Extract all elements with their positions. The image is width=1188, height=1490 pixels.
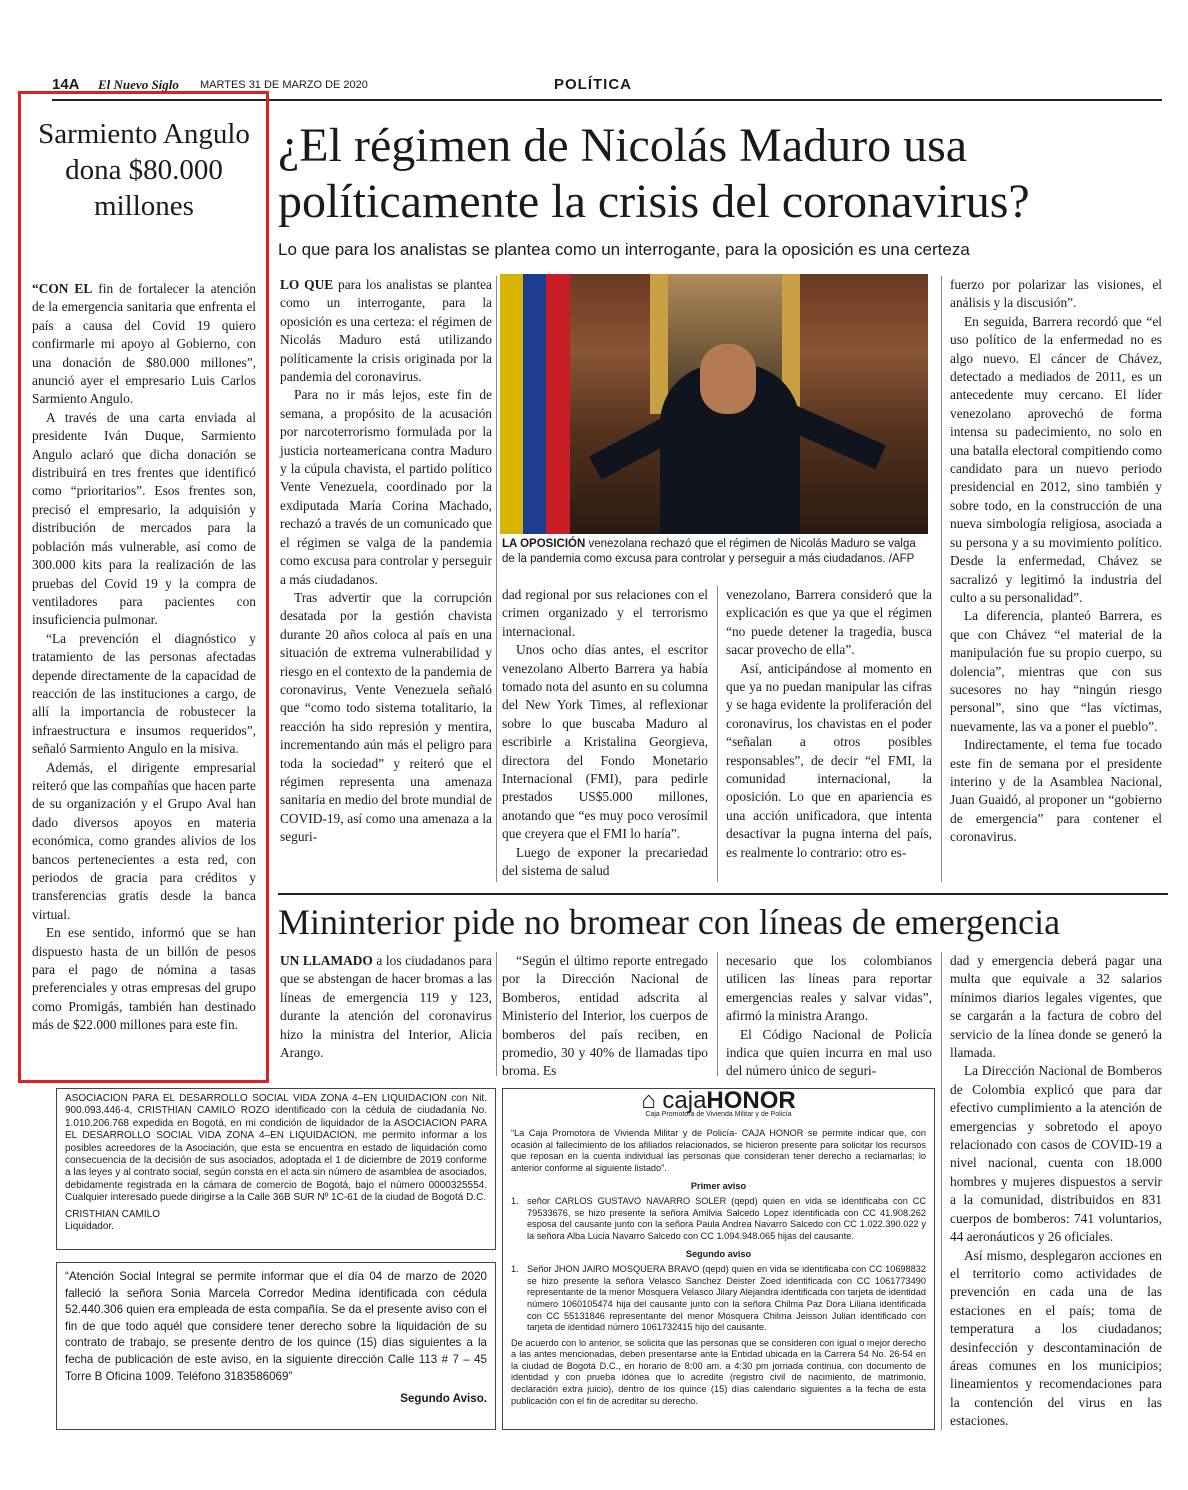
item-text: Señor JHON JAIRO MOSQUERA BRAVO (qepd) quien en vida se identificaba con CC 10698832 se hizo presente la señora Velasco Sanchez Deister Zoed identificada con CC 1061773490 representante de la menor Mosquera Velasco Jilary Alejandra identificada con tarjeta de identidad número 1060105474 hija del causante junto con la señora Chilma Paz Dora Liliana identificada con CC 55131846 representante del menor Mosquera Chilma Jeisson Julian identificado con tarjeta de identidad número 1061732415 hijo del causante. (527, 1264, 926, 1333)
column-divider (941, 276, 942, 882)
paragraph-text: En seguida, Barrera recordó que “el uso político de la enfermedad no es algo nuevo. El cáncer de Chávez, detectado a mediados de 2011, es un antecedente muy cercano. El líder venezolano aprovechó de forma intensa su padecimiento, no solo en una batalla electoral compitiendo como candidato para un nuevo periodo presidencial en 2012, sino también y sobre todo, en la construcción de una nueva simbología religiosa, asociada a su persona y a su movimiento político. Desde la enfermedad, Chávez se sacralizó y legitimó la industria del culto a su personalidad”. (950, 313, 1162, 605)
paragraph-text: Luego de exponer la precariedad del sistema de salud (502, 844, 708, 879)
second-column-4 (950, 952, 1162, 1431)
main-column-2 (502, 586, 708, 881)
item-number: 1. (511, 1264, 519, 1275)
section-rule (278, 893, 1168, 895)
main-column-4 (950, 276, 1162, 847)
cajahonor-intro: “La Caja Promotora de Vivienda Militar y de Policía- CAJA HONOR se permite indicar que, con ocasión al fallecimiento de los afiliados relacionados, se hicieron presente para solicitar los recursos que reposan en la cuenta individual las personas que consideran tener derecho a reclamarlas; lo anterior conforme al siguiente listado”. (511, 1128, 926, 1173)
main-column-1 (280, 276, 492, 847)
paragraph (950, 1062, 1162, 1246)
paragraph-text: necesario que los colombianos utilicen las líneas para reportar emergencias reales y salvar vidas”, afirmó la ministra Arango. (726, 953, 932, 1024)
page-number: 14A (52, 76, 80, 93)
main-deck: Lo que para los analistas se plantea como un interrogante, para la oposición es una certeza (278, 240, 970, 259)
paragraph-text: venezolano, Barrera consideró que la explicación es que ya que el régimen “no puede detener la tragedia, busca sacar provecho de ella”. (726, 587, 932, 658)
paragraph (950, 607, 1162, 736)
paragraph (726, 660, 932, 862)
paragraph (726, 586, 932, 660)
photo-caption (502, 537, 926, 567)
house-icon: ⌂ (641, 1087, 656, 1114)
paragraph (502, 641, 708, 843)
logo-text-a: caja (662, 1087, 707, 1114)
paragraph-text: Unos ocho días antes, el escritor venezolano Alberto Barrera ya había tomado nota del asunto en su columna del New York Times, al reflexionar sobre lo que buscaba Maduro al escribirle a Kristalina Georgieva, directora del Fondo Monetario Internacional (FMI), para pedirle prestados US$5.000 millones, anotando que “es muy poco verosímil que creyera que el FMI lo haría”. (502, 642, 708, 842)
paragraph-text: para los analistas se plantea como un interrogante, para la oposición es una certeza: el régimen de Nicolás Maduro está utilizando políticamente la crisis originada por la pandemia del coronavirus. (280, 277, 492, 385)
ad-cajahonor (502, 1088, 935, 1430)
ad-asociacion-signer: CRISTHIAN CAMILO (65, 1208, 161, 1220)
paragraph (950, 313, 1162, 608)
paragraph-text: “La prevención el diagnóstico y tratamiento de las personas afectadas depende directamente de la capacidad de reacción de las instituciones a cargo, de allí la importancia de robustecer la infraestructura e insumos requeridos”, señaló Sarmiento Angulo en la misiva. (32, 630, 256, 757)
lead-in: “CON EL (32, 281, 93, 296)
cajahonor-heading-1: Primer aviso (690, 1180, 747, 1191)
paragraph-text: “Según el último reporte entregado por la Dirección Nacional de Bomberos, entidad adscrita al Ministerio del Interior, los cuerpos de bomberos del país reciben, en promedio, 30 y 40% de llamadas tipo broma. Es (502, 953, 708, 1079)
item-text: señor CARLOS GUSTAVO NAVARRO SOLER (qepd) quien en vida se identificaba con CC 79533676, se hizo presente la señora Amilvia Salcedo Lopez identificada con CC 41.908.262 esposa del causante junto con la señora Paula Andrea Navarro Salcedo con CC 1.022.390.022 y la señora Alba Lucia Navarro Salcedo con CC 1.094.948.065 hijas del causante. (527, 1196, 926, 1241)
column-divider (717, 586, 718, 882)
column-divider (496, 276, 497, 882)
lead-in: LO QUE (280, 277, 334, 292)
second-column-3 (726, 952, 932, 1081)
section-name: POLÍTICA (554, 76, 632, 93)
paragraph-text: dad regional por sus relaciones con el crimen organizado y el terrorismo internacional. (502, 587, 708, 639)
paragraph (32, 924, 256, 1034)
sidebar-title: Sarmiento Angulo dona $80.000 millones (38, 118, 250, 222)
paragraph-text: Para no ir más lejos, este fin de semana, a propósito de la acusación por narcoterrorismo formulada por la justicia norteamericana contra Maduro y la cúpula chavista, el partido político Vente Venezuela, coordinado por la exdiputada María Corina Machado, rechazó a través de un comunicado que el régimen se valga de la pandemia como excusa para controlar y perseguir a más ciudadanos. (280, 387, 492, 587)
paragraph (502, 586, 708, 641)
paragraph-text: A través de una carta enviada al presidente Iván Duque, Sarmiento Angulo aclaró que dicha donación se distribuirá en tres frentes que identificó como “prioritarios”. Esos frentes son, precisó el empresario, la adquisión y distribución de mercados para la población más vulnerable, así como de 300.000 kits para la realización de las pruebas del Covid 19 y la compra de ventiladores para pacientes con insuficiencia pulmonar. (32, 409, 256, 628)
sidebar-body (32, 280, 256, 1035)
paragraph (32, 630, 256, 759)
second-headline: Mininterior pide no bromear con líneas de emergencia (278, 902, 1061, 942)
second-column-2 (502, 952, 708, 1081)
masthead: El Nuevo Siglo (98, 77, 179, 92)
logo-text-b: HONOR (706, 1087, 796, 1114)
column-divider (496, 952, 497, 1076)
paragraph (280, 276, 492, 386)
paragraph-text: dad y emergencia deberá pagar una multa que equivale a 32 salarios mínimos diarios legales vigentes, que se cargarán a la factura de cobro del servicio de la línea donde se generó la llamada. (950, 953, 1162, 1061)
caption-text: venezolana rechazó que el régimen de Nicolás Maduro se valga de la pandemia como excusa para controlar y perseguir a más ciudadanos. /AFP (502, 538, 916, 565)
cajahonor-logo-subtitle: Caja Promotora de Vivienda Militar y de Policía (645, 1110, 792, 1118)
cajahonor-heading-2: Segundo aviso (685, 1248, 752, 1259)
paragraph-text: fuerzo por polarizar las visiones, el análisis y la discusión”. (950, 277, 1162, 311)
lead-in: UN LLAMADO (280, 953, 373, 968)
paragraph-text: Indirectamente, el tema fue tocado este fin de semana por el presidente interino y de la Asamblea Nacional, Juan Guaidó, al proponer un “gobierno de emergencia” para contener el coronavirus. (950, 737, 1162, 845)
paragraph (950, 736, 1162, 846)
paragraph (950, 952, 1162, 1062)
ad-asociacion-text: ASOCIACION PARA EL DESARROLLO SOCIAL VIDA ZONA 4–EN LIQUIDACION con Nit. 900.093.446-4, CRISTHIAN CAMILO ROZO identificado con la cédula de ciudadanía No. 1.010.206.768 expedida en Bogotá, en mi condición de liquidador de la ASOCIACION PARA EL DESARROLLO SOCIAL VIDA ZONA 4–EN LIQUIDACION, me permito informar a los posibles acreedores de la Asociación, que esta se encuentra en estado de liquidación como consecuencia de la decisión de sus asociados, adoptada el 1 de diciembre de 2019 conforme a las leyes y al contrato social, según consta en el acta sin número de asamblea de asociados, debidamente registrada en la cámara de comercio de Bogotá, bajo el número 0000325554. Cualquier interesado puede dirigirse a la Calle 36B SUR Nº 1C-61 de la ciudad de Bogotá D.C. (65, 1093, 487, 1204)
column-divider (717, 952, 718, 1076)
paragraph-text: El Código Nacional de Policía indica que quien incurra en mal uso del número único de seguri- (726, 1026, 932, 1079)
paragraph-text: Además, el dirigente empresarial reiteró que las compañías que hacen parte de su organización y el Grupo Aval han dado diversos apoyos en materia económica, como grandes alivios de los bancos pertenecientes a esta red, con periodos de gracia para créditos y transferencias gratis desde la banca virtual. (32, 759, 256, 922)
paragraph-text: La diferencia, planteó Barrera, es que con Chávez “el material de la manipulación fue su propio cuerpo, su dolencia”, mientras que con sus sucesores no hay “ningún riesgo personal”, sino que “las víctimas, nuevamente, las va a poner el pueblo”. (950, 608, 1162, 734)
paragraph (280, 589, 492, 847)
ad-atencion-social (56, 1262, 496, 1430)
paragraph-text: a los ciudadanos para que se abstengan de hacer bromas a las líneas de emergencia 119 y 123, durante la atención del coronavirus hizo la ministra del Interior, Alicia Arango. (280, 953, 492, 1061)
paragraph (280, 386, 492, 588)
paragraph (726, 952, 932, 1026)
caption-lead: LA OPOSICIÓN (502, 538, 586, 550)
main-headline: ¿El régimen de Nicolás Maduro usa políticamente la crisis del coronavirus? (278, 119, 1030, 228)
item-number: 1. (511, 1196, 519, 1207)
issue-date: MARTES 31 DE MARZO DE 2020 (200, 79, 368, 91)
paragraph (32, 409, 256, 630)
paragraph-text: fin de fortalecer la atención de la emergencia sanitaria que enfrenta el país a causa del Covid 19 quiero confirmarle mi apoyo al Gobierno, con una donación de $80.000 millones”, anunció ayer el empresario Luis Carlos Sarmiento Angulo. (32, 281, 256, 407)
ad-asociacion (56, 1088, 496, 1250)
maduro-photo (500, 274, 928, 534)
paragraph (32, 759, 256, 925)
ad-atencion-text: “Atención Social Integral se permite informar que el día 04 de marzo de 2020 falleció la señora Sonia Marcela Corredor Medina identificada con cédula 52.440.306 quien era empleada de esta compañía. Se da el presente aviso con el fin de que todo aquél que considere tener derecho sobre la liquidación de su contrato de trabajo, se presente dentro de los quince (15) días siguientes a la fecha de publicación de este aviso, en la siguiente dirección Calle 113 # 7 – 45 Torre B Oficina 1009. Teléfono 3183586069” (65, 1270, 487, 1383)
speaker-face (700, 344, 756, 414)
main-column-3 (726, 586, 932, 862)
paragraph (32, 280, 256, 409)
paragraph (502, 844, 708, 881)
paragraph-text: Tras advertir que la corrupción desatada por la gestión chavista durante 20 años coloca al país en una situación de extrema vulnerabilidad y riesgo en el contexto de la pandemia de coronavirus, Vente Venezuela señaló que “como todo sistema totalitario, la reacción ha sido represión y mentira, incrementando aún más el peligro para toda la sociedad” y reiteró que el régimen representa una amenaza sanitaria en medio del brote mundial de COVID-19, así como una amenaza a la seguri- (280, 589, 492, 845)
ad-asociacion-role: Liquidador. (65, 1221, 114, 1233)
column-divider (941, 952, 942, 1430)
cajahonor-item-2 (511, 1264, 926, 1334)
venezuela-flag (500, 274, 570, 534)
paragraph (726, 1026, 932, 1081)
paragraph-text: La Dirección Nacional de Bomberos de Colombia explicó que para dar efectivo cumplimiento a la atención de emergencias y sobretodo el apoyo relacionado con casos de COVID-19 a nivel nacional, cuenta con 18.000 hombres y mujeres dispuestos a servir a la comunidad, distribuidos en 831 cuerpos de bomberos: 741 voluntarios, 44 aeronáuticos y 26 oficiales. (950, 1063, 1162, 1245)
paragraph-text: Así mismo, desplegaron acciones en el territorio como actividades de prevención en cada una de las estaciones en el país; toma de temperatura a los ciudadanos; desinfección y descontaminación de áreas comunes en los municipios; lineamientos y recomendaciones para la contención del virus en las estaciones. (950, 1247, 1162, 1429)
cajahonor-closing: De acuerdo con lo anterior, se solicita que las personas que se consideren con igual o mejor derecho a las antes mencionadas, deben presentarse ante la Entidad ubicada en la Carrera 54 No. 26-54 en la ciudad de Bogotá D.C., en horario de 8:00 am. a 4:30 pm jornada continua, con documento de identidad y con prueba idónea que lo acredite (registro civil de nacimiento, de matrimonio, declaración extra juicio), dentro de los quince (15) días calendario siguientes a la fecha de esta publicación con el fin de acreditar su derecho. (511, 1337, 926, 1406)
paragraph-text: Así, anticipándose al momento en que ya no puedan manipular las cifras y se haga evidente la proliferación del coronavirus, los chavistas en el poder “señalan a otros posibles responsables”, de decir “el FMI, la comunidad internacional, la oposición. Lo que en apariencia es una acción unificadora, que intenta desactivar la pugna interna del país, es realmente lo contrario: otro es- (726, 660, 932, 860)
cajahonor-item-1 (511, 1196, 926, 1242)
paragraph (502, 952, 708, 1081)
paragraph (950, 1247, 1162, 1431)
paragraph-text: En ese sentido, informó que se han dispuesto hasta de un billón de pesos para el pago de nómina a tasas preferenciales y otras empresas del grupo como Promigás, también han destinado más de $22.000 millones para este fin. (32, 925, 256, 1033)
second-column-1 (280, 952, 492, 1062)
ad-atencion-footer: Segundo Aviso. (400, 1392, 487, 1406)
paragraph (950, 276, 1162, 313)
paragraph (280, 952, 492, 1062)
